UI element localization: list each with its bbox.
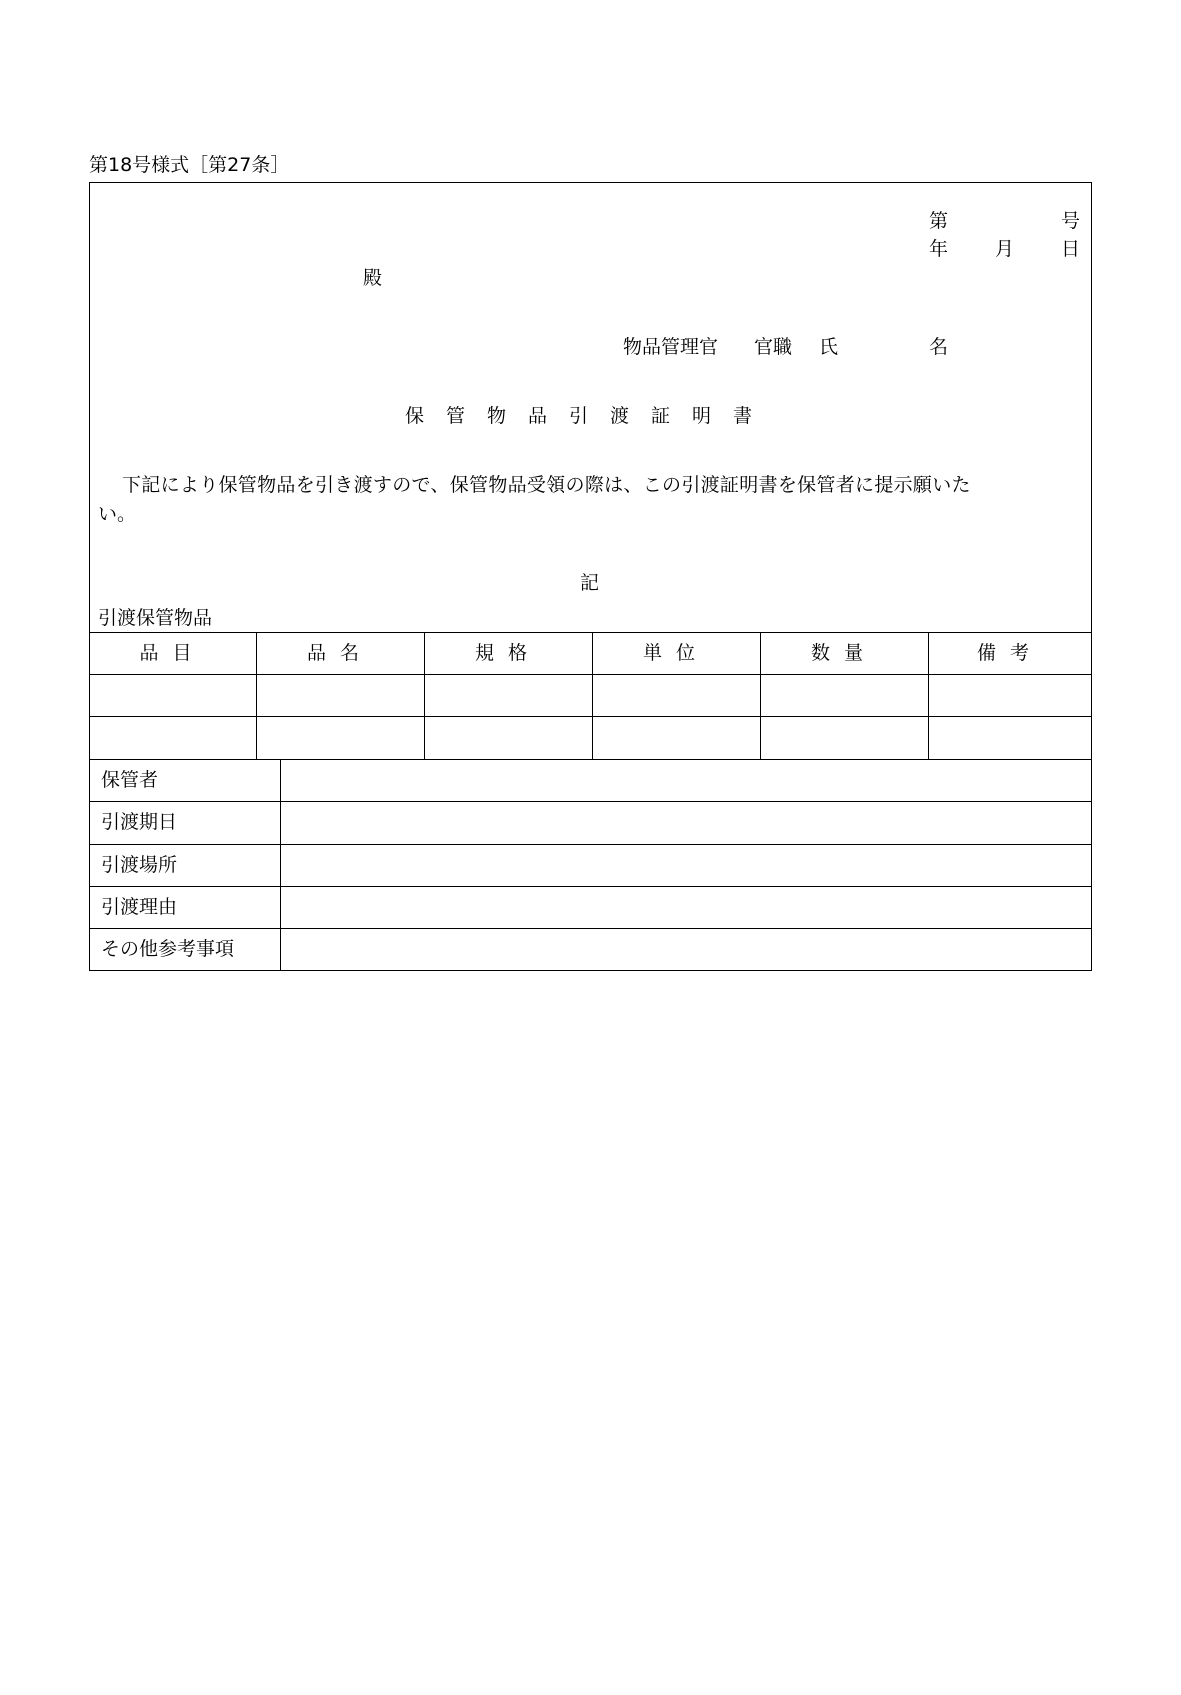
addressee-suffix: 殿 — [363, 267, 383, 289]
body-text-line1: 下記により保管物品を引き渡すので、保管物品受領の際は、この引渡証明書を保管者に提示願いた — [122, 474, 971, 496]
header-suryo: 数量 — [810, 642, 877, 664]
row-label-hikiwatashi-basho: 引渡場所 — [101, 854, 178, 876]
row-label-other-notes: その他参考事項 — [101, 938, 235, 960]
header-tani: 単位 — [642, 642, 709, 664]
row-label-hikiwatashi-riyu: 引渡理由 — [101, 896, 178, 918]
header-biko: 備考 — [976, 642, 1043, 664]
label-divider — [280, 759, 281, 971]
date-day: 日 — [1061, 238, 1081, 260]
issuer-title: 物品管理官 — [623, 336, 719, 358]
header-hinmoku: 品目 — [139, 642, 206, 664]
ki-heading: 記 — [580, 572, 600, 594]
document-title: 保管物品引渡証明書 — [405, 405, 775, 427]
header-kikaku: 規格 — [474, 642, 541, 664]
number-prefix: 第 — [929, 210, 949, 232]
form-id: 第18号様式［第27条］ — [89, 154, 290, 176]
table-line — [89, 801, 1092, 802]
body-text-line2: い。 — [98, 503, 137, 525]
row-label-hokansha: 保管者 — [101, 769, 159, 791]
issuer-name-1: 氏 — [819, 336, 839, 358]
header-hinmei: 品名 — [306, 642, 373, 664]
table-line — [89, 674, 1092, 675]
row-label-hikiwatashi-kijitsu: 引渡期日 — [101, 811, 178, 833]
table-line — [89, 886, 1092, 887]
table-line — [89, 716, 1092, 717]
table-line — [89, 928, 1092, 929]
date-month: 月 — [995, 238, 1015, 260]
table-line — [89, 759, 1092, 760]
table-line — [89, 844, 1092, 845]
issuer-post: 官職 — [754, 336, 793, 358]
number-suffix: 号 — [1061, 210, 1081, 232]
section-label: 引渡保管物品 — [98, 607, 213, 629]
issuer-name-2: 名 — [929, 336, 949, 358]
date-year: 年 — [929, 238, 949, 260]
table-line — [89, 632, 1092, 633]
